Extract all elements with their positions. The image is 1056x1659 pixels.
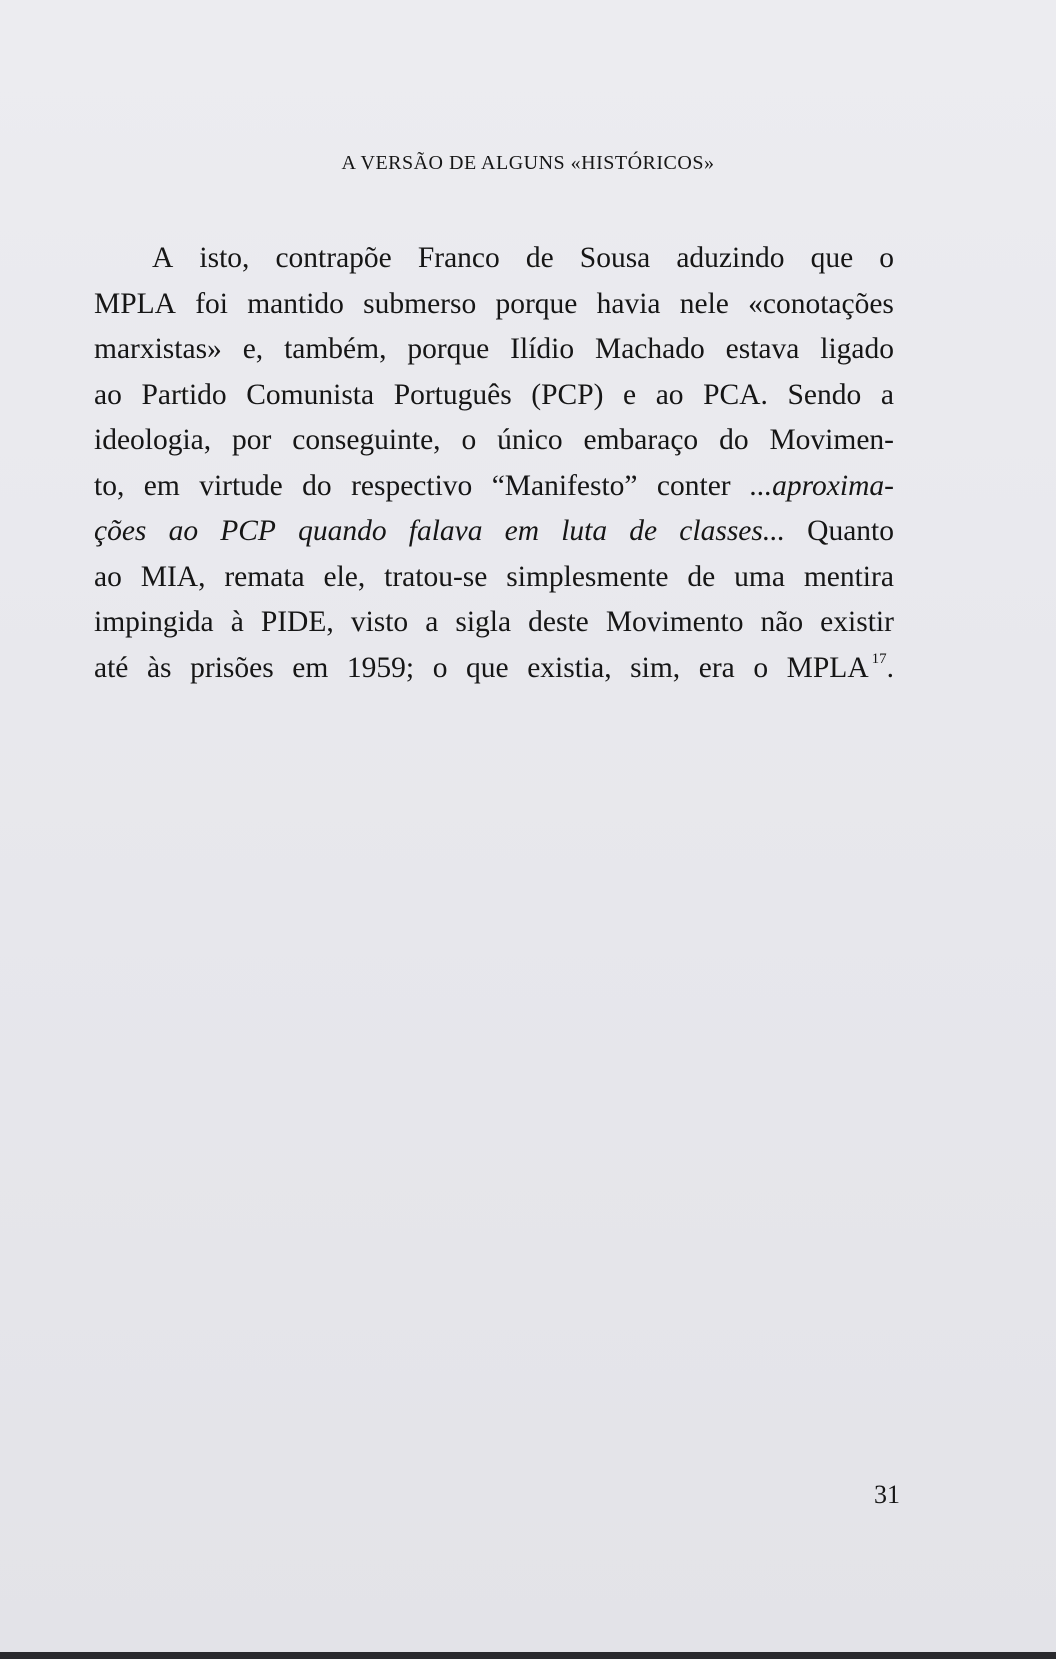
word: MIA, (140, 560, 206, 593)
word: 1959; (346, 651, 415, 684)
word: Quanto (807, 515, 894, 547)
word: PCA. (703, 378, 768, 411)
word: Movimento (605, 606, 744, 638)
word: mantido (247, 287, 344, 320)
page-bottom-edge (0, 1652, 1056, 1659)
word: tratou-se (384, 560, 488, 593)
word: foi (195, 287, 228, 320)
text-line (94, 464, 894, 510)
word: existir (820, 606, 894, 638)
word: não (760, 606, 804, 638)
word: impingida (94, 606, 214, 638)
body-paragraph (94, 236, 894, 691)
word: MPLA (94, 287, 176, 320)
word: e (623, 378, 637, 411)
text-line (94, 646, 894, 692)
word: Português (393, 378, 512, 411)
word: à (230, 606, 244, 638)
word: isto, (199, 242, 250, 274)
word: submerso (363, 287, 477, 320)
word: Machado (594, 333, 705, 365)
word: porque (407, 333, 490, 365)
word: uma (734, 560, 785, 593)
word: ções (94, 515, 147, 547)
word: em (143, 469, 180, 502)
footnote-marker: 17 (871, 650, 887, 667)
word: contrapõe (275, 242, 392, 274)
word: existia, (527, 651, 612, 684)
word: to, (94, 469, 125, 502)
text-line (94, 282, 894, 328)
word: de (687, 560, 716, 593)
text-line (94, 373, 894, 419)
word: ligado (820, 333, 894, 365)
word: em (292, 651, 329, 684)
word: ideologia, (94, 424, 212, 456)
word: deste (528, 606, 589, 638)
word: conseguinte, (292, 424, 441, 456)
word: virtude (199, 469, 283, 502)
word: do (719, 424, 749, 456)
word: ao (168, 515, 199, 547)
word: ao (94, 378, 122, 411)
text-line (94, 509, 894, 555)
word: Ilídio (510, 333, 575, 365)
word: Sendo (787, 378, 862, 411)
text-line (94, 600, 894, 646)
word: respectivo (351, 469, 473, 502)
word: A (152, 242, 174, 274)
word: ele, (323, 560, 366, 593)
word: MPLA $^{17}$. (786, 650, 894, 684)
word: porque (495, 287, 578, 320)
word: conter (656, 469, 731, 502)
word: embaraço (583, 424, 699, 456)
word: falava (408, 515, 483, 547)
word: o (753, 651, 769, 684)
word: estava (725, 333, 800, 365)
word: de (629, 515, 658, 547)
word: Sousa (579, 242, 651, 274)
word: do (302, 469, 332, 502)
word: ao (94, 560, 122, 593)
word: quando (298, 515, 387, 547)
running-head: A VERSÃO DE ALGUNS «HISTÓRICOS» (341, 152, 715, 174)
word: simplesmente (506, 560, 669, 593)
page-number: 31 (874, 1480, 900, 1509)
word: também, (284, 333, 387, 365)
word: «conotações (748, 287, 894, 320)
word: que (466, 651, 509, 684)
word: “Manifesto” (491, 469, 638, 502)
word: mentira (803, 560, 894, 593)
text-line (94, 555, 894, 601)
word: o (432, 651, 448, 684)
word: PCP (220, 515, 276, 547)
word: por (232, 424, 272, 456)
line-end-punctuation: . (886, 651, 894, 684)
word: visto (350, 606, 409, 638)
word: Movimen- (769, 424, 894, 456)
word: único (497, 424, 563, 456)
word: o (879, 242, 894, 274)
word: ao (655, 378, 684, 411)
word: Franco (417, 242, 500, 274)
text-line (94, 236, 894, 282)
word: até (94, 651, 129, 684)
word: era (698, 651, 735, 684)
word: que (810, 242, 854, 274)
word: o (461, 424, 477, 456)
word: a (425, 606, 439, 638)
word: remata (224, 560, 305, 593)
word: ...aproxima- (750, 469, 894, 502)
word: (PCP) (531, 378, 604, 411)
word: aduzindo (676, 242, 785, 274)
word: e, (242, 333, 264, 365)
text-line (94, 418, 894, 464)
word: havia (596, 287, 661, 320)
word: PIDE, (260, 606, 334, 638)
text-line (94, 327, 894, 373)
word: prisões (190, 651, 274, 684)
word: Comunista (246, 378, 375, 411)
word: luta (561, 515, 608, 547)
word: de (525, 242, 554, 274)
word: sim, (630, 651, 681, 684)
word: a (880, 378, 894, 411)
word: em (504, 515, 540, 547)
word: marxistas» (94, 333, 222, 365)
word: sigla (455, 606, 512, 638)
word: nele (679, 287, 729, 320)
word: Partido (141, 378, 227, 411)
word: classes... (679, 515, 785, 547)
word: às (146, 651, 172, 684)
